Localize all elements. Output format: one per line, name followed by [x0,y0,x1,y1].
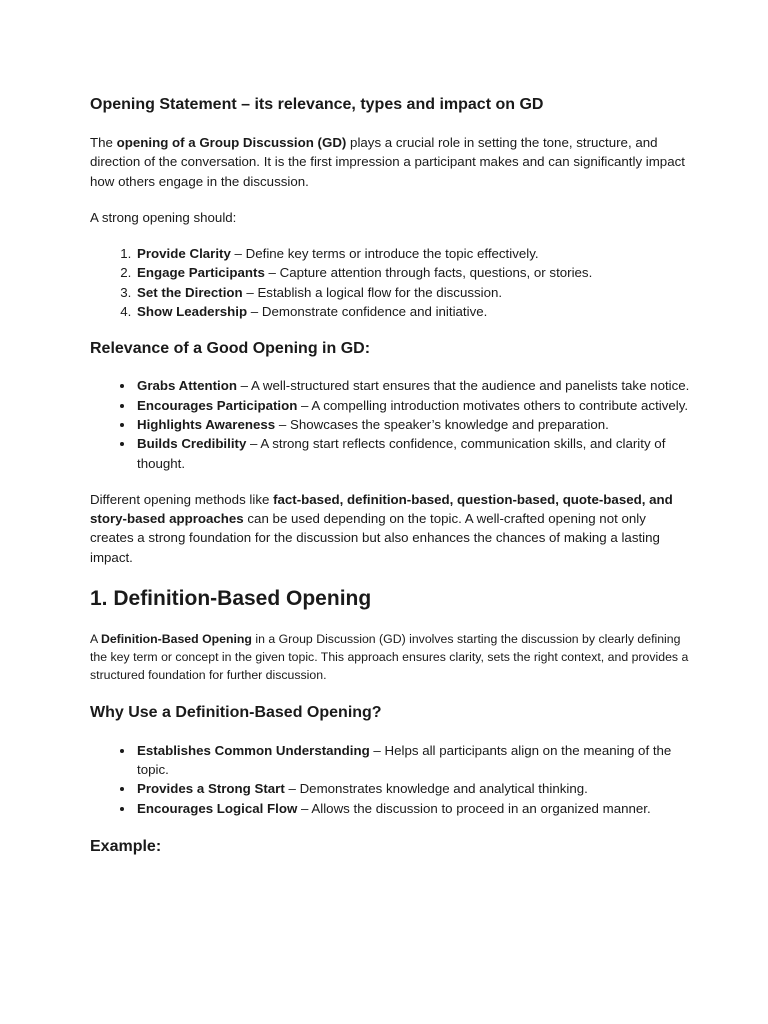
list-item-term: Engage Participants [137,265,265,281]
list-item-desc: – A compelling introduction motivates others to contribute actively. [297,397,689,413]
list-item [135,376,690,395]
list-item [135,302,690,321]
list-item-desc: – Demonstrates knowledge and analytical thinking. [284,781,588,797]
methods-text-end: can be used depending on the topic. A well-crafted opening not only creates a strong foundation for the discussion but also enhances the chances of making a lasting impact. [90,511,660,565]
list-item-desc: – A well-structured start ensures that the audience and panelists take notice. [236,378,690,394]
list-item [135,434,690,473]
intro-text-start: The [90,135,117,150]
list-item [135,741,690,780]
definition-paragraph [90,630,690,685]
intro-text-end: plays a crucial role in setting the tone, structure, and direction of the conversation. It is the first impression a participant makes and can significantly impact how others engage in the discussion. [90,135,685,189]
list-item [135,283,690,302]
relevance-heading: Relevance of a Good Opening in GD: [90,340,371,358]
list-item [135,415,690,434]
list-item-term: Encourages Logical Flow [137,800,298,816]
strong-opening-lead: A strong opening should: [90,209,237,225]
list-item-term: Provides a Strong Start [137,781,285,797]
definition-text-end: in a Group Discussion (GD) involves starting the discussion by clearly defining the key term or concept in the given topic. This approach ensures clarity, sets the right context, and provides a structured foundation for further discussion. [90,632,689,683]
list-item [135,779,690,798]
document-title: Opening Statement – its relevance, types and impact on GD [90,96,544,113]
definition-text-start: A [90,632,101,647]
list-item [135,396,690,415]
methods-text-bold: fact-based, definition-based, question-based, quote-based, and story-based approaches [90,491,673,527]
section-heading: 1. Definition-Based Opening [90,587,372,611]
list-item-term: Establishes Common Understanding [137,742,370,758]
list-item [135,263,690,282]
list-item-term: Set the Direction [137,284,243,300]
strong-opening-list [90,244,690,321]
list-item [135,799,690,818]
list-item-desc: – Establish a logical flow for the discussion. [242,284,503,300]
intro-paragraph [90,133,690,191]
list-item-desc: – Showcases the speaker’s knowledge and preparation. [275,416,609,432]
intro-text-bold: opening of a Group Discussion (GD) [116,135,347,150]
definition-text-bold: Definition-Based Opening [100,632,252,647]
document-page [90,95,690,857]
list-item-desc: – Helps all participants align on the meaning of the topic. [137,742,672,777]
list-item-term: Builds Credibility [137,436,247,452]
list-item-term: Highlights Awareness [137,416,276,432]
list-item-desc: – Define key terms or introduce the topic effectively. [230,246,539,262]
list-item-desc: – A strong start reflects confidence, communication skills, and clarity of thought. [137,436,666,471]
relevance-list [90,376,690,472]
why-heading: Why Use a Definition-Based Opening? [90,703,382,721]
list-item-term: Grabs Attention [137,378,237,394]
list-item-term: Encourages Participation [137,397,298,413]
list-item-desc: – Allows the discussion to proceed in an organized manner. [297,800,651,816]
list-item-term: Provide Clarity [137,246,231,262]
list-item-term: Show Leadership [137,304,248,320]
why-list [90,741,690,818]
methods-text-start: Different opening methods like [90,491,274,507]
example-heading: Example: [90,837,162,855]
list-item-desc: – Capture attention through facts, questions, or stories. [264,265,593,281]
list-item [135,244,690,263]
methods-paragraph [90,490,690,567]
list-item-desc: – Demonstrate confidence and initiative. [247,304,488,320]
